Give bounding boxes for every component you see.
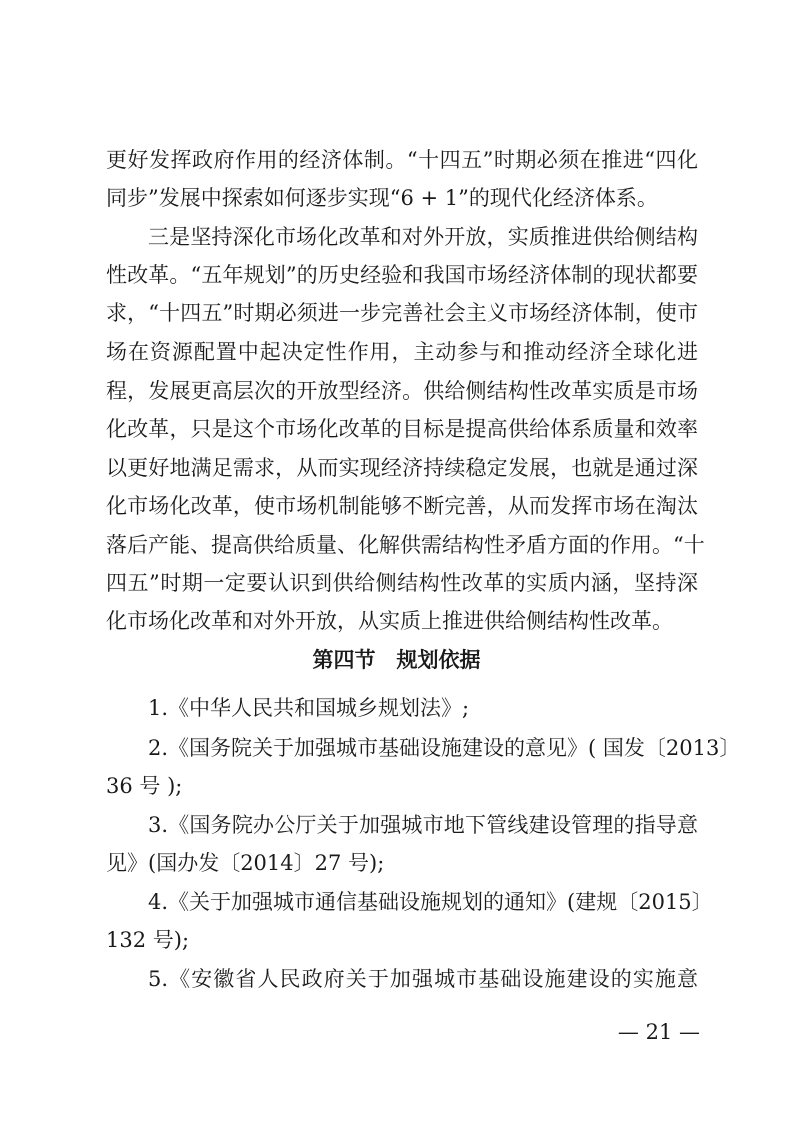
paragraph-line: 三是坚持深化市场化改革和对外开放，实质推进供给侧结构 — [148, 225, 698, 249]
paragraph-line: 更好发挥政府作用的经济体制。“十四五”时期必须在推进“四化 — [106, 148, 698, 172]
list-item-continuation: 见》(国办发〔2014〕27 号); — [106, 851, 385, 875]
list-item-continuation: 36 号 ); — [106, 774, 183, 798]
paragraph-line: 化改革，只是这个市场化改革的目标是提高供给体系质量和效率 — [106, 417, 698, 441]
paragraph-line: 性改革。“五年规划”的历史经验和我国市场经济体制的现状都要 — [106, 263, 698, 287]
paragraph-line: 化市场化改革和对外开放，从实质上推进供给侧结构性改革。 — [106, 609, 673, 633]
list-item: 2.《国务院关于加强城市基础设施建设的意见》( 国发〔2013〕 — [148, 736, 741, 760]
paragraph-line: 求，“十四五”时期必须进一步完善社会主义市场经济体制，使市 — [106, 301, 698, 325]
section-heading: 第四节 规划依据 — [312, 648, 481, 672]
list-item: 3.《国务院办公厅关于加强城市地下管线建设管理的指导意 — [148, 813, 698, 837]
list-item: 1.《中华人民共和国城乡规划法》; — [148, 696, 470, 720]
paragraph-line: 以更好地满足需求，从而实现经济持续稳定发展，也就是通过深 — [106, 456, 698, 480]
page-number: — 21 — — [617, 1020, 700, 1044]
paragraph-line: 程，发展更高层次的开放型经济。供给侧结构性改革实质是市场 — [106, 379, 698, 403]
paragraph-line: 同步”发展中探索如何逐步实现“6 + 1”的现代化经济体系。 — [106, 186, 658, 210]
paragraph-line: 化市场化改革，使市场机制能够不断完善，从而发挥市场在淘汰 — [106, 494, 698, 518]
list-item: 4.《关于加强城市通信基础设施规划的通知》(建规〔2015〕 — [148, 890, 713, 914]
list-item-continuation: 132 号); — [106, 928, 190, 952]
paragraph-line: 场在资源配置中起决定性作用，主动参与和推动经济全球化进 — [106, 340, 698, 364]
list-item: 5.《安徽省人民政府关于加强城市基础设施建设的实施意 — [148, 967, 698, 991]
paragraph-line: 四五”时期一定要认识到供给侧结构性改革的实质内涵，坚持深 — [106, 571, 698, 595]
paragraph-line: 落后产能、提高供给质量、化解供需结构性矛盾方面的作用。“十 — [106, 533, 705, 557]
